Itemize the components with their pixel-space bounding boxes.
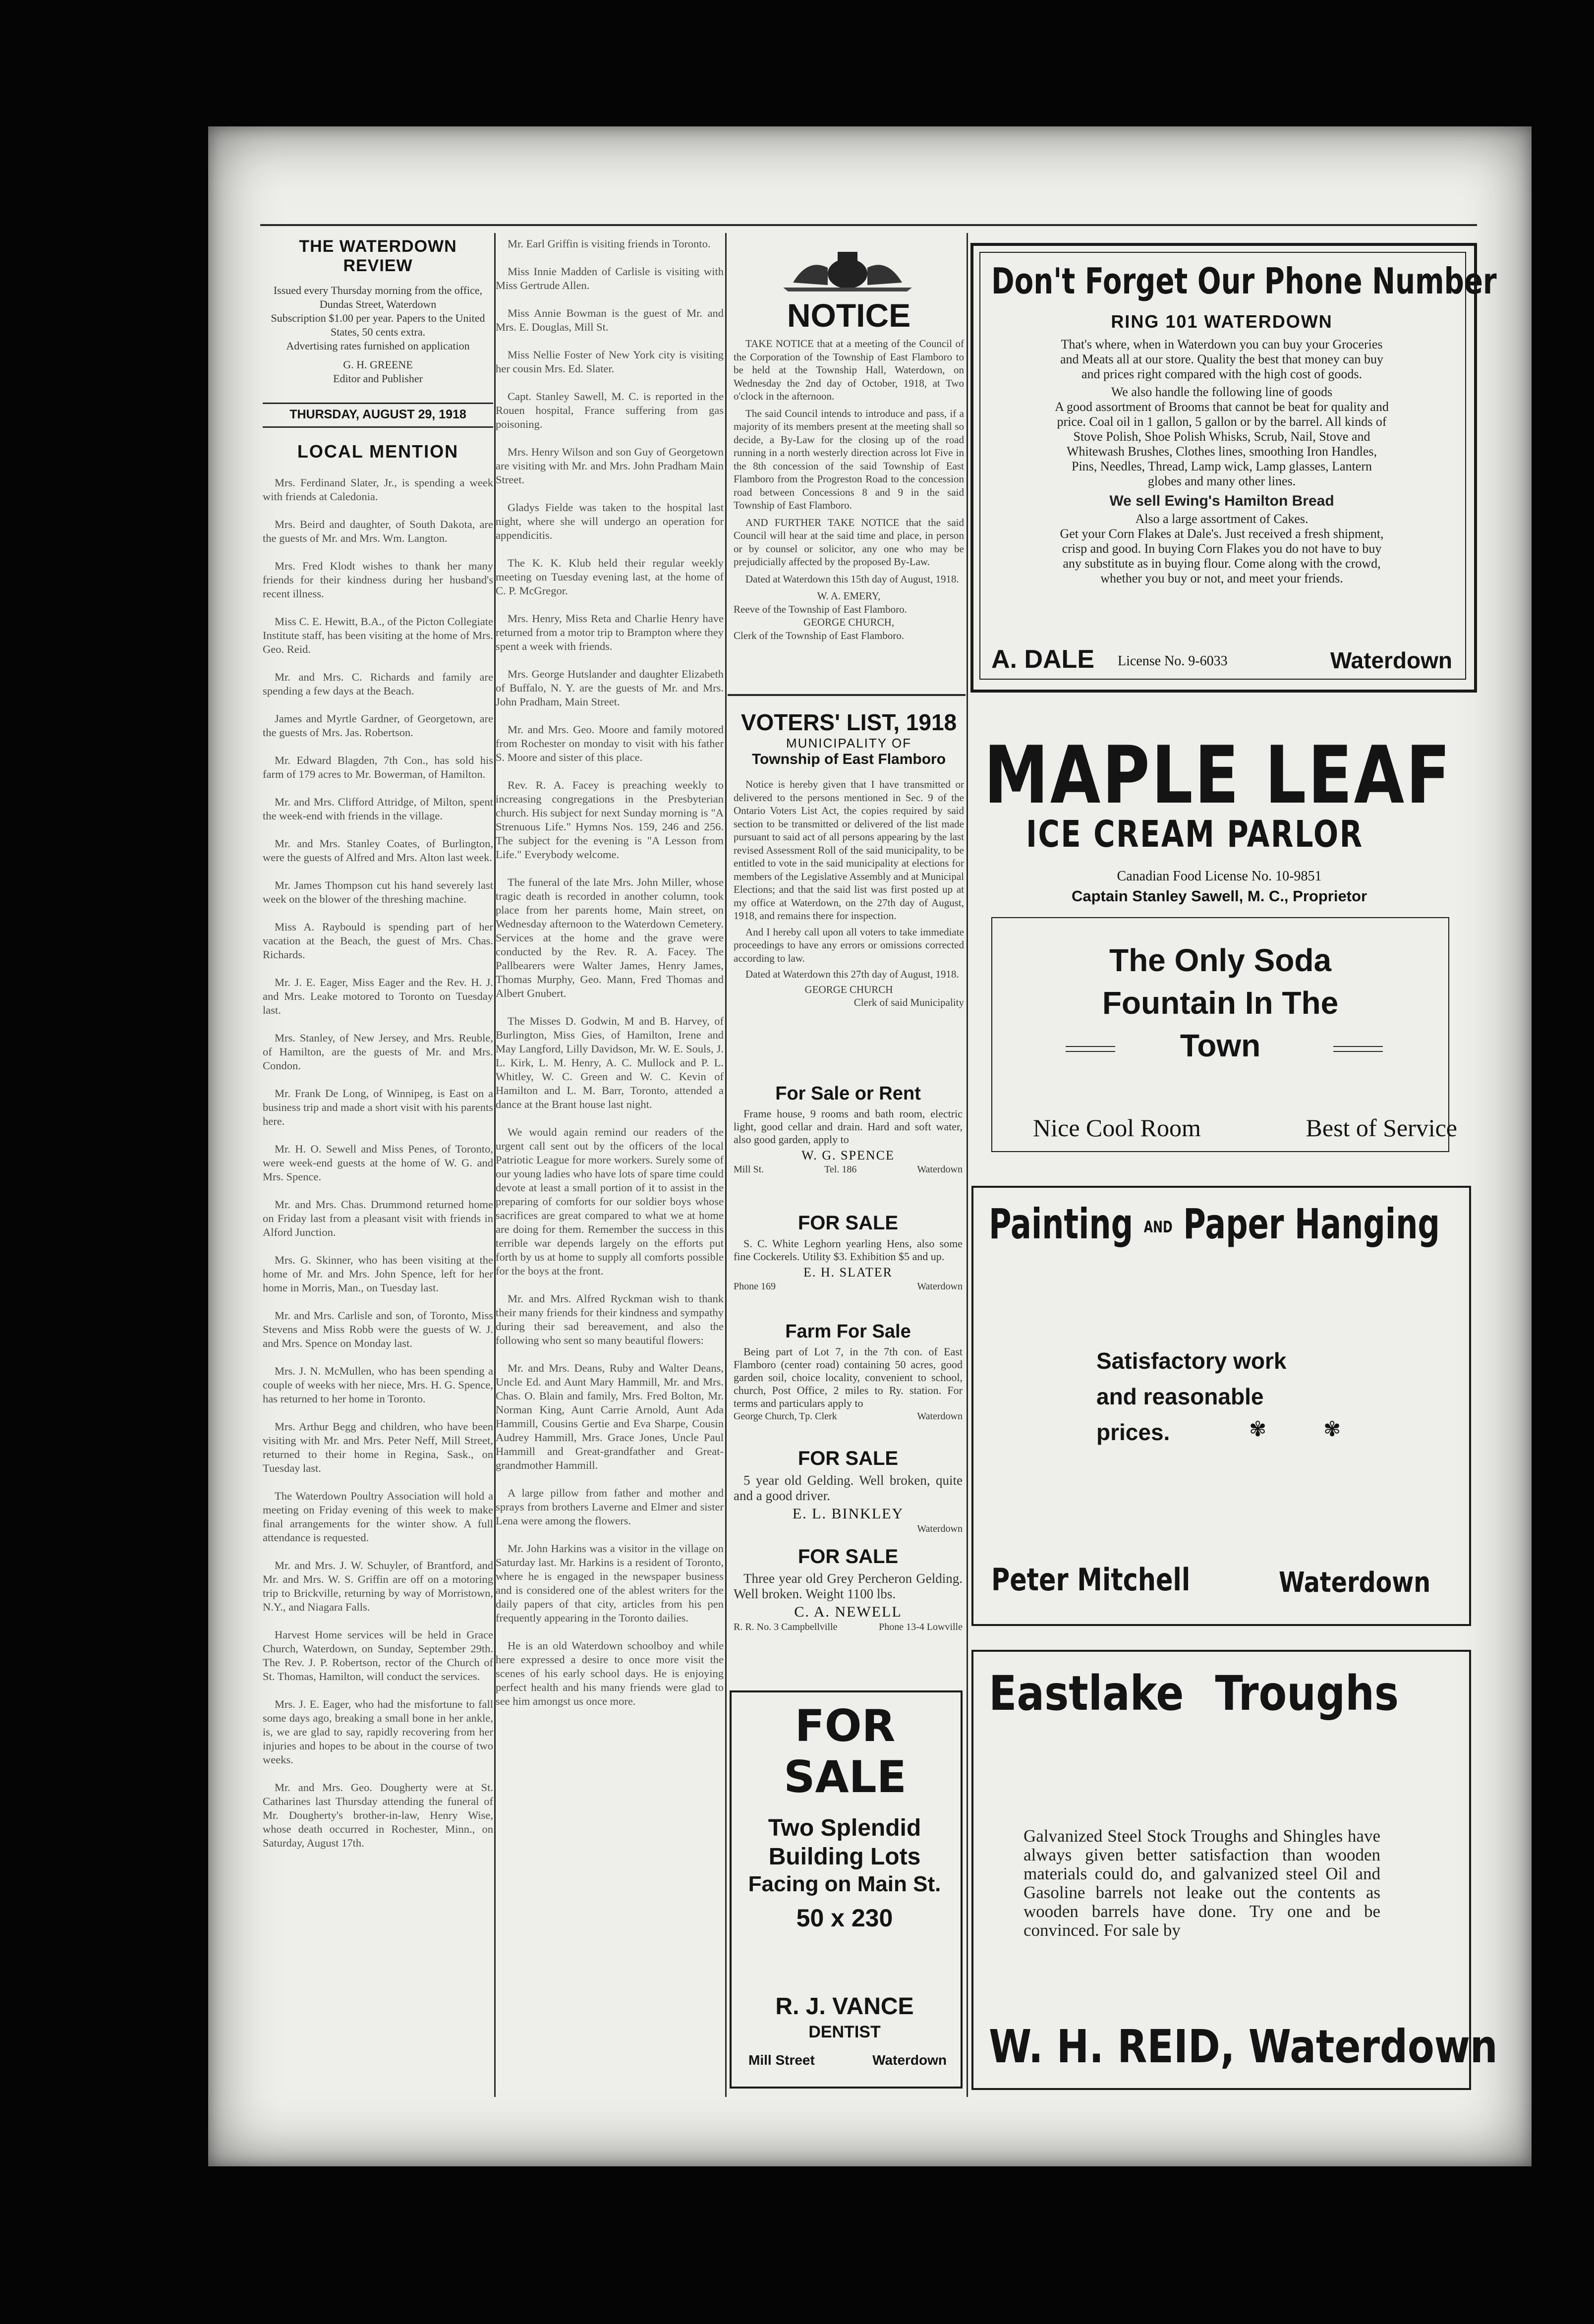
dale-ad-heading: Don't Forget Our Phone Number (991, 260, 1497, 302)
painting-ad-heading-a: Painting (989, 1200, 1134, 1248)
painting-ad-heading (989, 1200, 1440, 1248)
painting-ad-line: prices. (1096, 1419, 1170, 1445)
classified-ad (734, 1448, 963, 1535)
dale-ad-paragraph: A good assortment of Brooms that cannot be beat for quality and price. Coal oil in 1 gallon, 5 gallon or by the barrel. All kinds of Stove Polish, Shoe Polish Whisks, Scrub, Nail, Stove and Whitewash Brushes, Clothes lines, smoothing Iron Handles, Pins, Needles, Thread, Lamp wick, Lamp glasses, Lantern globes and many other lines. (1055, 400, 1389, 488)
classified-heading: Farm For Sale (785, 1321, 911, 1342)
classified-footer-left: Phone 169 (734, 1281, 776, 1292)
local-mention-item: James and Myrtle Gardner, of Georgetown, are the guests of Mrs. Jas. Robertson. (263, 712, 493, 739)
town-rule-right (1333, 1046, 1383, 1047)
local-mention-item: Mr. and Mrs. Stanley Coates, of Burlington, were the guests of Alfred and Mrs. Alton last week. (263, 837, 493, 864)
troughs-ad-body: Galvanized Steel Stock Troughs and Shingles have always given better satisfaction than wooden materials could do, and galvanized steel Oil and Gasoline barrels not leake out the contents as wooden barrels have done. Try one and be convinced. For sale by (1024, 1826, 1380, 1940)
local-mention-column-2 (496, 237, 724, 1722)
vance-ad-line: Facing on Main St. (748, 1872, 941, 1896)
issue-date: THURSDAY, AUGUST 29, 1918 (289, 407, 466, 421)
local-mention-item: He is an old Waterdown schoolboy and while here expressed a desire to once more visit the scenes of his early school days. He is enjoying perfect health and his many friends were glad to see him amongst us once more. (496, 1639, 724, 1707)
vance-ad-line: Two Splendid (768, 1815, 921, 1841)
flower-ornament-icon: ✾ (1249, 1418, 1267, 1441)
local-mention-item: Mrs. G. Skinner, who has been visiting at the home of Mr. and Mrs. John Spence, left for her home in Morris, Man., on Tuesday last. (263, 1254, 493, 1294)
classified-name: C. A. NEWELL (794, 1604, 902, 1620)
voters-list (734, 709, 964, 1009)
editor-name: G. H. GREENE (343, 358, 413, 371)
notice-rule (728, 694, 966, 696)
classified-ad (734, 1546, 963, 1633)
dale-ad-license: License No. 9-6033 (1118, 653, 1228, 669)
classified-heading: FOR SALE (797, 1212, 899, 1234)
local-mention-item: The Waterdown Poultry Association will hold a meeting on Friday evening of this week to make final arrangements for the winter show. A full attendance is requested. (263, 1490, 493, 1544)
voters-signature-title: Clerk of said Municipality (854, 996, 964, 1008)
vance-ad-line: Building Lots (768, 1844, 921, 1870)
dale-ad-town: Waterdown (1330, 647, 1452, 673)
local-mention-item: Mr. and Mrs. C. Richards and family are spending a few days at the Beach. (263, 671, 493, 697)
masthead-line: Subscription $1.00 per year. Papers to the United States, 50 cents extra. (271, 312, 485, 338)
local-mention-item: Mr. and Mrs. Deans, Ruby and Walter Deans, Uncle Ed. and Aunt Mary Hammill, Mr. and Mrs. Chas. O. Blain and family, Mrs. Fred Bolton, Mr. Norman King, Aunt Carrie Arnold, Aunt Ada Hammill, Cousins Gertie and Eva Sharpe, Cousin Audrey Hammill, Mrs. Grace Jones, Uncle Paul Hammill and Great-grandfather and Great-grandmother Hammill. (496, 1362, 724, 1471)
local-mention-item: The K. K. Klub held their regular weekly meeting on Tuesday evening last, at the home of C. P. McGregor. (496, 557, 724, 597)
voters-signature: GEORGE CHURCH (804, 983, 893, 995)
troughs-ad-heading: Eastlake Troughs (989, 1666, 1399, 1721)
classified-body: Frame house, 9 rooms and bath room, electric light, good cellar and drain. Hard and soft water, also good garden, apply to (734, 1107, 963, 1146)
local-mention-item: We would again remind our readers of the urgent call sent out by the officers of the local Patriotic League for more workers. Surely some of our young ladies who have lots of spare time could devote at least a small portion of it to assist in the preparing of comforts for our soldier boys whose sacrifices are great compared to what we at home are doing for them. Remember the success in this terrible war depends largely on the efforts put forth by us at home to supply all comforts possible for the boys at the front. (496, 1126, 724, 1277)
voters-paragraph: Notice is hereby given that I have transmitted or delivered to the persons mentioned in Sec. 9 of the Ontario Voters List Act, the copies required by said section to be transmitted or delivered of the list made pursuant to said act of all persons appearing by the last revised Assessment Roll of the said municipality, to be entitled to vote in the said municipality at elections for members of the Legislative Assembly and at Municipal Elections; and that the said list was first posted up at my office at Waterdown, on the 27th day of August, 1918, and remains there for inspection. (734, 778, 964, 922)
classified-footer-right: Waterdown (917, 1411, 963, 1422)
classified-footer (734, 1523, 963, 1535)
local-mention-item: Mrs. George Hutslander and daughter Elizabeth of Buffalo, N. Y. are the guests of Mr. and Mrs. John Pradham, Main Street. (496, 668, 724, 708)
column-rule-2 (725, 233, 727, 2097)
classified-name: W. G. SPENCE (801, 1148, 895, 1162)
notice-signature-title: Reeve of the Township of East Flamboro. (734, 603, 907, 615)
notice-signature: W. A. EMERY, (817, 590, 881, 602)
classified-body: Three year old Grey Percheron Gelding. Well broken. Weight 1100 lbs. (734, 1571, 963, 1601)
classified-footer-right: Waterdown (917, 1281, 963, 1292)
town-rule-right (1333, 1051, 1383, 1052)
local-mention-item: Mrs. Henry Wilson and son Guy of Georgetown are visiting with Mr. and Mrs. John Pradham Main Street. (496, 446, 724, 486)
classified-footer (734, 1281, 963, 1292)
date-rule-top (263, 403, 493, 404)
local-mention-item: Mr. and Mrs. Geo. Moore and family motored from Rochester on monday to visit with his father S. Moore and sister of this place. (496, 723, 724, 763)
local-mention-item: Mr. and Mrs. Alfred Ryckman wish to thank their many friends for their kindness and sympathy during their sad bereavement, and also the following who sent so many beautiful flowers: (496, 1292, 724, 1346)
vance-ad-street: Mill Street (748, 2052, 815, 2068)
painting-ad-line: and reasonable (1096, 1384, 1264, 1409)
classified-footer-right: Phone 13-4 Lowville (879, 1622, 963, 1632)
coat-of-arms-icon (778, 248, 917, 292)
classified-body: S. C. White Leghorn yearling Hens, also some fine Cockerels. Utility $3. Exhibition $5 and up. (734, 1237, 963, 1263)
vance-ad-town: Waterdown (872, 2052, 947, 2068)
classified-footer (734, 1411, 963, 1422)
masthead (263, 237, 493, 386)
notice-paragraph: AND FURTHER TAKE NOTICE that the said Council will hear at the said time and place, in person or by counsel or solicitor, any one who may be prejudicially affected by the proposed By-Law. (734, 516, 964, 568)
painting-ad-line: Satisfactory work (1096, 1348, 1287, 1374)
local-mention-item: Mr. H. O. Sewell and Miss Penes, of Toronto, were week-end guests at the home of W. G. and Mrs. Spence. (263, 1143, 493, 1183)
local-mention-item: Mrs. Stanley, of New Jersey, and Mrs. Reuble, of Hamilton, are the guests of Mr. and Mrs. Condon. (263, 1032, 493, 1072)
masthead-line: Issued every Thursday morning from the office, Dundas Street, Waterdown (273, 284, 483, 310)
voters-paragraph: And I hereby call upon all voters to take immediate proceedings to have any errors or omissions corrected according to law. (734, 926, 964, 964)
local-mention-item: Mrs. J. E. Eager, who had the misfortune to fall some days ago, breaking a small bone in her ankle, is, we are glad to say, rapidly recovering from her injuries and hopes to be about in the course of two weeks. (263, 1698, 493, 1766)
painting-ad-heading-b: Paper Hanging (1183, 1200, 1440, 1248)
maple-leaf-room: Nice Cool Room (1033, 1114, 1201, 1142)
editor-title: Editor and Publisher (333, 372, 423, 385)
local-mention-item: Mrs. Henry, Miss Reta and Charlie Henry have returned from a motor trip to Brampton where they spent a week with friends. (496, 612, 724, 652)
maple-leaf-heading: MAPLE LEAF (984, 729, 1452, 821)
local-mention-item: Mr. Earl Griffin is visiting friends in Toronto. (508, 237, 711, 250)
notice-body (734, 337, 964, 642)
classified-ad (734, 1083, 963, 1175)
local-mention-item: Mr. John Harkins was a visitor in the village on Saturday last. Mr. Harkins is a resident of Toronto, where he is engaged in the newspaper business and is considered one of the ablest writers for the daily papers of that city, articles from his pen frequently appearing in the Toronto dailies. (496, 1542, 724, 1624)
local-mention-item: Mr. and Mrs. Carlisle and son, of Toronto, Miss Stevens and Miss Robb were the guests of W. J. and Mrs. Spence on Monday last. (263, 1309, 493, 1349)
painting-ad-name: Peter Mitchell (991, 1562, 1191, 1598)
classified-footer-right: Waterdown (917, 1523, 963, 1534)
dale-ad-paragraph: That's where, when in Waterdown you can buy your Groceries and Meats all at our store. Quality the best that money can buy and prices right compared with the high cost of goods. (1060, 337, 1383, 381)
vance-ad-name: R. J. VANCE (775, 1993, 914, 2020)
local-mention-item: Mr. and Mrs. J. W. Schuyler, of Brantford, and Mr. and Mrs. W. S. Griffin are off on a motoring trip to Brickville, returning by way of Morristown, N.Y., and Niagara Falls. (263, 1559, 493, 1613)
local-mention-item: Harvest Home services will be held in Grace Church, Waterdown, on Sunday, September 29th. The Rev. J. P. Robertson, rector of the Church of St. Thomas, Hamilton, will conduct the services. (263, 1628, 493, 1683)
local-mention-heading: LOCAL MENTION (297, 441, 459, 462)
local-mention-item: A large pillow from father and mother and sprays from brothers Laverne and Elmer and sister Lena were among the flowers. (496, 1487, 724, 1527)
local-mention-item: Mrs. J. N. McMullen, who has been spending a couple of weeks with her niece, Mrs. H. G. Spence, has returned to her home in Toronto. (263, 1365, 493, 1405)
classified-heading: For Sale or Rent (775, 1083, 921, 1104)
maple-leaf-license: Canadian Food License No. 10-9851 (1117, 869, 1322, 884)
notice-paragraph: The said Council intends to introduce and pass, if a majority of its members present at the meeting shall so decide, a By-Law for the closing up of the road running in a north westerly direction across lot Five in the 8th concession of the said Township of East Flamboro from the Progreston Road to the concession road between Concessions 8 and 9 in the said Township of East Flamboro. (734, 407, 964, 511)
local-mention-item: Miss C. E. Hewitt, B.A., of the Picton Collegiate Institute staff, has been visiting at the home of Mrs. Geo. Reid. (263, 615, 493, 655)
painting-ad-heading-and: AND (1143, 1218, 1173, 1237)
notice-signature: GEORGE CHURCH, (803, 616, 895, 628)
classified-name: E. H. SLATER (803, 1265, 893, 1279)
classified-heading: FOR SALE (797, 1546, 899, 1568)
notice-paragraph: Dated at Waterdown this 15th day of August, 1918. (745, 573, 959, 585)
local-mention-item: Mr. and Mrs. Chas. Drummond returned home on Friday last from a pleasant visit with friends in Alford Junction. (263, 1198, 493, 1238)
local-mention-item: The Misses D. Godwin, M and B. Harvey, of Burlington, Miss Gies, of Hamilton, Irene and May Langford, Lilly Davidson, Mr. W. E. Souls, J. L. Kirk, L. M. Henry, A. C. Mullock and P. L. Whitley, W. C. Green and W. C. Kevin of Hamilton and L. M. Barr, Toronto, attended a dance at the Brant house last night. (496, 1015, 724, 1110)
local-mention-item: Miss A. Raybould is spending part of her vacation at the Beach, the guest of Mrs. Chas. Richards. (263, 921, 493, 961)
troughs-ad-name: W. H. REID, Waterdown (989, 2020, 1498, 2073)
local-mention-item: Rev. R. A. Facey is preaching weekly to increasing congregations in the Presbyterian church. His subject for next Sunday morning is "A Strenuous Life." Hymns Nos. 159, 246 and 256. The subject for the evening is "A Lesson from Life." Everybody welcome. (496, 779, 724, 861)
date-rule-bottom (263, 426, 493, 428)
local-mention-item: Mr. Frank De Long, of Winnipeg, is East on a business trip and made a short visit with his parents here. (263, 1087, 493, 1127)
masthead-title: THE WATERDOWN REVIEW (299, 237, 457, 275)
vance-ad-lot-size: 50 x 230 (796, 1904, 893, 1932)
classified-footer-left: R. R. No. 3 Campbellville (734, 1622, 838, 1632)
local-mention-item: Mr. James Thompson cut his hand severely last week on the blower of the threshing machine. (263, 879, 493, 905)
vance-ad-title: DENTIST (808, 2023, 881, 2041)
flower-ornament-icon: ✾ (1323, 1418, 1341, 1441)
maple-leaf-proprietor: Captain Stanley Sawell, M. C., Proprietor (1071, 887, 1367, 905)
local-mention-item: Mrs. Ferdinand Slater, Jr., is spending a week with friends at Caledonia. (263, 476, 493, 503)
soda-fountain-line: Fountain In The (1102, 985, 1339, 1021)
notice-signature-title: Clerk of the Township of East Flamboro. (734, 629, 905, 641)
column-rule-3 (967, 233, 968, 2097)
top-rule (260, 224, 1477, 226)
voters-paragraph: Dated at Waterdown this 27th day of August, 1918. (745, 968, 959, 980)
local-mention-item: Miss Innie Madden of Carlisle is visiting with Miss Gertrude Allen. (496, 265, 724, 291)
local-mention-item: Miss Annie Bowman is the guest of Mr. and Mrs. E. Douglas, Mill St. (496, 307, 724, 333)
masthead-line: Advertising rates furnished on application (286, 340, 470, 352)
local-mention-item: The funeral of the late Mrs. John Miller, whose tragic death is recorded in another column, took place from her parents home, Main street, on Wednesday afternoon to the Waterdown Cemetery. Services at the home and the grave were conducted by the Rev. R. A. Facey. The Pallbearers were Walter James, Henry James, Thomas Murphy, Geo. Mann, Fred Thomas and Albert Gnubert. (496, 876, 724, 999)
dale-ad-name: A. DALE (991, 645, 1094, 674)
classified-footer (734, 1164, 963, 1175)
vance-ad-heading: FOR SALE (784, 1700, 907, 1802)
maple-leaf-subheading: ICE CREAM PARLOR (1026, 813, 1364, 856)
classified-ad (734, 1321, 963, 1422)
dale-ad-bread: We sell Ewing's Hamilton Bread (1109, 493, 1334, 509)
classified-heading: FOR SALE (797, 1448, 899, 1469)
local-mention-item: Mrs. Fred Klodt wishes to thank her many friends for their kindness during her husband's recent illness. (263, 560, 493, 600)
classified-body: 5 year old Gelding. Well broken, quite and a good driver. (734, 1473, 963, 1503)
voters-list-heading: VOTERS' LIST, 1918 (740, 709, 957, 735)
dale-ad-paragraph: We also handle the following line of goods (1111, 385, 1333, 399)
local-mention-item: Mr. and Mrs. Clifford Attridge, of Milton, spent the week-end with friends in the village. (263, 796, 493, 822)
soda-fountain-line: Town (1180, 1028, 1261, 1063)
local-mention-item: Capt. Stanley Sawell, M. C. is reported in the Rouen hospital, France suffering from gas poisoning. (496, 390, 724, 430)
classified-footer-left: George Church, Tp. Clerk (734, 1411, 837, 1422)
local-mention-item: Mrs. Beird and daughter, of South Dakota, are the guests of Mr. and Mrs. Wm. Langton. (263, 518, 493, 544)
voters-list-subheading: Township of East Flamboro (751, 751, 946, 767)
classified-ad (734, 1212, 963, 1292)
classified-footer-left: Mill St. (734, 1164, 764, 1175)
local-mention-item: Mrs. Arthur Begg and children, who have been visiting with Mr. and Mrs. Peter Neff, Mill Street, returned to their home in Regina, Sask., on Tuesday last. (263, 1420, 493, 1474)
classified-name: E. L. BINKLEY (792, 1506, 904, 1522)
local-mention-item: Mr. J. E. Eager, Miss Eager and the Rev. H. J. and Mrs. Leake motored to Toronto on Tuesday last. (263, 976, 493, 1016)
local-mention-item: Mr. Edward Blagden, 7th Con., has sold his farm of 179 acres to Mr. Bowerman, of Hamilton. (263, 754, 493, 780)
local-mention-item: Mr. and Mrs. Geo. Dougherty were at St. Catharines last Thursday attending the funeral of Mr. Dougherty's brother-in-law, Henry Wise, whose death occurred in Rochester, Minn., on Saturday, August 17th. (263, 1781, 493, 1849)
local-mention-item: Miss Nellie Foster of New York city is visiting her cousin Mrs. Ed. Slater. (496, 349, 724, 375)
classified-footer-mid: Tel. 186 (824, 1164, 857, 1175)
classified-footer-right: Waterdown (917, 1164, 963, 1175)
classified-body: Being part of Lot 7, in the 7th con. of East Flamboro (center road) containing 50 acres, good garden soil, choice locality, convenient to school, church, Post Office, 2 miles to Ry. station. For terms and particulars apply to (734, 1345, 963, 1409)
soda-fountain-line: The Only Soda (1109, 942, 1332, 978)
local-mention-item: Gladys Fielde was taken to the hospital last night, where she will undergo an operation for appendicitis. (496, 501, 724, 541)
voters-list-subheading: MUNICIPALITY OF (786, 736, 911, 751)
classified-footer (734, 1622, 963, 1633)
dale-ad-body (1053, 337, 1390, 586)
maple-leaf-service: Best of Service (1306, 1114, 1457, 1142)
local-mention-column-1 (263, 476, 493, 1864)
dale-ad-phone: RING 101 WATERDOWN (1111, 311, 1333, 332)
notice-heading: NOTICE (787, 297, 911, 334)
dale-ad-paragraph: Also a large assortment of Cakes. (1135, 512, 1309, 526)
dale-ad-paragraph: Get your Corn Flakes at Dale's. Just received a fresh shipment, crisp and good. In buying Corn Flakes you do not have to buy any substitute as in buying flour. Come along with the crowd, whether you buy or not, and meet your friends. (1060, 526, 1384, 585)
painting-ad-town: Waterdown (1279, 1567, 1431, 1599)
notice-paragraph: TAKE NOTICE that at a meeting of the Council of the Corporation of the Township of East Flamboro to be held at the Township Hall, Waterdown, on Wednesday the 2nd day of October, 1918, at Two o'clock in the afternoon. (734, 338, 964, 402)
